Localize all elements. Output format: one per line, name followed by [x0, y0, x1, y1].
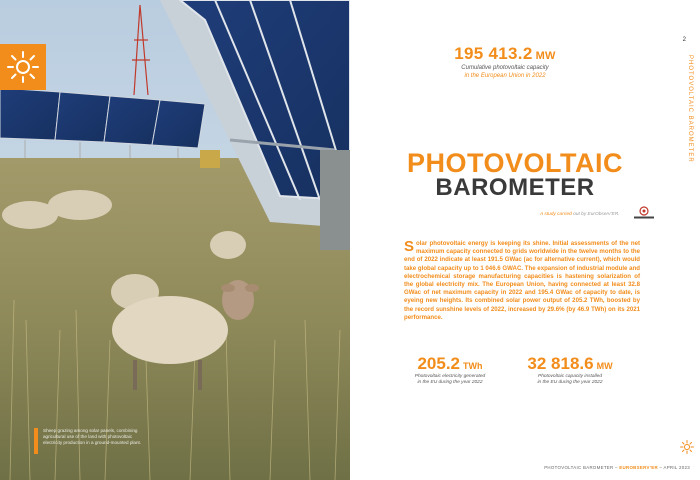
- study-credit-prefix: A study carried: [540, 212, 572, 217]
- hero-stat-desc-line1: Cumulative photovoltaic capacity: [461, 65, 549, 71]
- side-running-title: [684, 55, 694, 165]
- sun-badge: [0, 44, 46, 90]
- stat-number: 205.2: [417, 354, 461, 373]
- stat-electricity-generated: [390, 354, 510, 386]
- study-credit: [540, 212, 620, 217]
- stat-desc-line1: Photovoltaic capacity installed: [538, 374, 602, 379]
- stat-desc-line2: in the EU during the year 2022: [417, 380, 483, 385]
- study-credit-suffix: out by EurObserv’ER.: [571, 212, 620, 217]
- page-number: 2: [682, 37, 686, 43]
- photo-caption: [34, 428, 146, 446]
- side-running-title-text: PHOTOVOLTAIC BAROMETER: [687, 55, 693, 163]
- title-line2: BAROMETER: [435, 174, 595, 201]
- eurobserver-logo: [632, 206, 656, 220]
- stat-capacity-installed: [510, 354, 630, 386]
- intro-paragraph-text: olar photovoltaic energy is keeping its shine. Initial assessments of the net maximum capacity connected to grids worldwide in the twelve months to the end of 2022 indicate at least 191.5 GWac (ac for alternative current), which would take global capacity up to 1 046.6 GWAC. The expansion of industrial module and electrochemical storage manufacturing capacities is hastening solarization of the global electricity mix. The European Union, having connected at least 32.8 GWac of net maximum capacity in 2022 and 195.4 GWac of capacity to date, is eyeing new heights. Its combined solar power output of 205.2 TWh, boosted by the record sunshine levels of 2022, increased by 29.6% (by 46.9 TWh) on its 2021 performance.: [404, 240, 640, 321]
- hero-stat-description: [390, 64, 620, 80]
- footer-brand: EUROBSERV’ER: [619, 465, 658, 470]
- stat-description: [390, 374, 510, 386]
- sun-icon: [6, 50, 40, 84]
- page-footer: [544, 465, 690, 470]
- hero-stat-value: [390, 44, 620, 64]
- stat-value: [390, 354, 510, 374]
- stat-description: [510, 374, 630, 386]
- hero-stat: [390, 44, 620, 80]
- footer-part2: – APRIL 2023: [657, 465, 690, 470]
- hero-stat-desc-line2: in the European Union in 2022: [464, 73, 546, 79]
- sun-icon: [680, 440, 694, 454]
- stat-desc-line1: Photovoltaic electricity generated: [414, 374, 486, 379]
- photo-caption-text: Sheep grazing among solar panels, combining agricultural use of the land with photovoltaic electricity production in a ground-mounted plant.: [43, 428, 142, 445]
- intro-paragraph: [404, 240, 640, 322]
- stat-unit: MW: [596, 361, 613, 371]
- stat-value: [510, 354, 630, 374]
- dropcap-letter: S: [404, 238, 415, 255]
- hero-stat-number: 195 413.2: [454, 44, 533, 63]
- stat-number: 32 818.6: [527, 354, 594, 373]
- footer-part1: PHOTOVOLTAIC BAROMETER –: [544, 465, 620, 470]
- title-line1: PHOTOVOLTAIC: [406, 148, 623, 178]
- stat-unit: TWh: [463, 361, 483, 371]
- hero-stat-unit: MW: [535, 50, 556, 62]
- text-page: [350, 0, 700, 480]
- stat-desc-line2: in the EU during the year 2022: [537, 380, 603, 385]
